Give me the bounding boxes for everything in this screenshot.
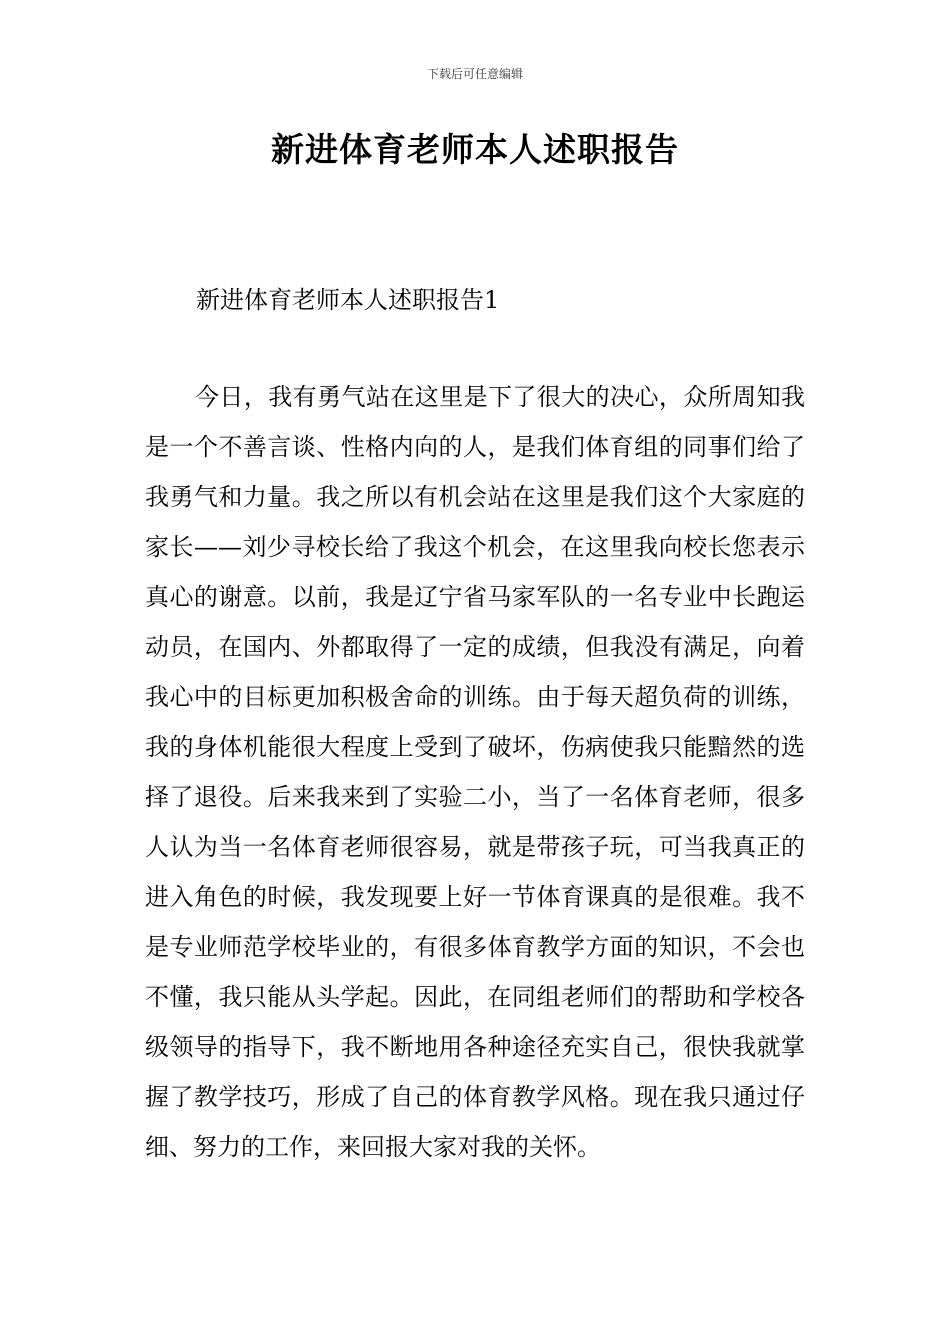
document-title: 新进体育老师本人述职报告: [271, 130, 679, 169]
header-note: 下载后可任意编辑: [426, 67, 523, 81]
body-paragraph: 今日，我有勇气站在这里是下了很大的决心，众所周知我是一个不善言谈、性格内向的人，是我们体育组的同事们给了我勇气和力量。我之所以有机会站在这里是我们这个大家庭的家长——刘少寻校长给了我这个机会，在这里我向校长您表示真心的谢意。以前，我是辽宁省马家军队的一名专业中长跑运动员，在国内、外都取得了一定的成绩，但我没有满足，向着我心中的目标更加积极舍命的训练。由于每天超负荷的训练，我的身体机能很大程度上受到了破坏，伤病使我只能黯然的选择了退役。后来我来到了实验二小，当了一名体育老师，很多人认为当一名体育老师很容易，就是带孩子玩，可当我真正的进入角色的时候，我发现要上好一节体育课真的是很难。我不是专业师范学校毕业的，有很多体育教学方面的知识，不会也不懂，我只能从头学起。因此，在同组老师们的帮助和学校各级领导的指导下，我不断地用各种途径充实自己，很快我就掌握了教学技巧，形成了自己的体育教学风格。现在我只通过仔细、努力的工作，来回报大家对我的关怀。: [145, 383, 805, 1161]
section-heading: 新进体育老师本人述职报告1: [196, 286, 500, 314]
